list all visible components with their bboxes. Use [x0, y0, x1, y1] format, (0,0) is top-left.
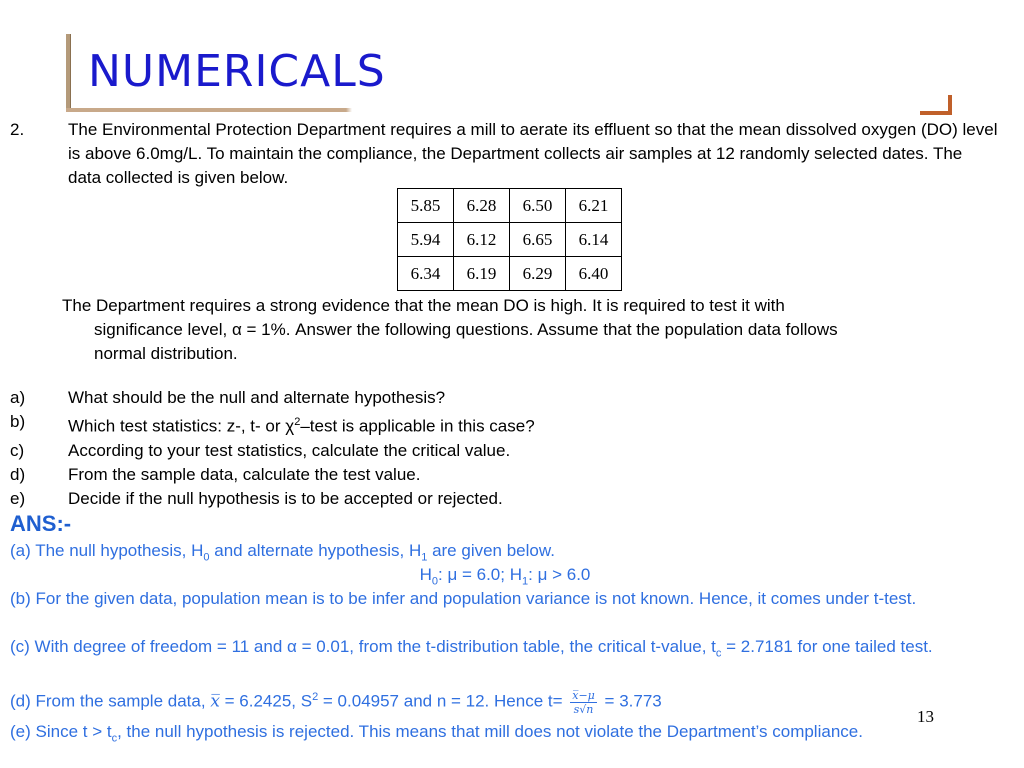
item-text: What should be the null and alternate hypothesis?: [68, 388, 446, 407]
table-cell: 5.94: [398, 223, 454, 257]
data-table: [397, 188, 622, 291]
slide-title: NUMERICALS: [88, 46, 386, 97]
table-cell: 6.19: [454, 257, 510, 291]
hypothesis-statement: $H_0$: μ = 6.0; $H_1$: μ > 6.0: [419, 565, 591, 588]
paragraph-line: The Department requires a strong evidence that the mean DO is high. It is required to test it with: [62, 296, 785, 315]
table-row: [398, 223, 622, 257]
answer-a: (a) The null hypothesis, $H_0$ and alternate hypothesis, $H_1$ are given below.: [10, 541, 555, 564]
table-row: [398, 189, 622, 223]
question-text: The Environmental Protection Department requires a mill to aerate its effluent so that the mean dissolved oxygen (DO) level is above 6.0mg/L. To maintain the compliance, the Department collects air samples at 12 randomly selected dates. The data collected is given below.: [68, 120, 998, 187]
table-cell: 6.12: [454, 223, 510, 257]
sub-question-list: [10, 386, 810, 511]
page-number: 13: [917, 707, 934, 726]
table-cell: 6.21: [566, 189, 622, 223]
table-cell: 5.85: [398, 189, 454, 223]
title-frame-left: [66, 34, 71, 112]
table-cell: 6.34: [398, 257, 454, 291]
table-cell: 6.28: [454, 189, 510, 223]
table-row: [398, 257, 622, 291]
item-label: b): [10, 412, 26, 431]
item-text: Decide if the null hypothesis is to be accepted or rejected.: [68, 488, 503, 508]
answer-b: (b) For the given data, population mean is to be infer and population variance is not known. Hence, it comes under t-test.: [10, 589, 917, 608]
corner-decoration: [920, 95, 952, 115]
answer-d: (d) From the sample data, 𝑥̅ = 6.2425, $S^2 = 0.04957$ and n = 12. Hence t= $\frac{\text{𝑥̅−𝜇}}{\text{𝑠√𝑛}}$ = 3.773: [10, 688, 662, 716]
table-cell: 6.14: [566, 223, 622, 257]
list-item: [10, 487, 810, 511]
t-formula-fraction: $\frac{\text{𝑥̅−𝜇}}{\text{𝑠√𝑛}}$: [572, 688, 595, 716]
item-text: From the sample data, calculate the test value.: [68, 464, 421, 484]
item-label: a): [10, 388, 26, 407]
item-label: c): [10, 440, 25, 460]
title-frame-bottom: [66, 108, 346, 112]
list-item: [10, 410, 810, 439]
table-cell: 6.40: [566, 257, 622, 291]
paragraph-line: significance level, α = 1%. Answer the following questions. Assume that the population data follows: [94, 320, 838, 339]
item-text: Which test statistics: z-, t- or $\chi^2$–test is applicable in this case?: [68, 416, 535, 436]
table-cell: 6.29: [510, 257, 566, 291]
answer-c: (c) With degree of freedom = 11 and α = 0.01, from the t-distribution table, the critical t-value, $t_c = 2.7181$ for one tailed test.: [10, 637, 933, 660]
answers-heading: ANS:-: [10, 511, 72, 536]
list-item: [10, 439, 810, 463]
item-text: According to your test statistics, calculate the critical value.: [68, 440, 511, 460]
requirements-paragraph: [62, 294, 992, 366]
list-item: [10, 386, 810, 410]
item-label: e): [10, 488, 26, 508]
answer-e: (e) Since $t > t_c$, the null hypothesis is rejected. This means that mill does not violate the Department’s compliance.: [10, 722, 863, 745]
list-item: [10, 463, 810, 487]
question-number: 2.: [10, 120, 25, 139]
paragraph-line: normal distribution.: [94, 344, 238, 363]
item-label: d): [10, 464, 26, 484]
table-cell: 6.65: [510, 223, 566, 257]
table-cell: 6.50: [510, 189, 566, 223]
